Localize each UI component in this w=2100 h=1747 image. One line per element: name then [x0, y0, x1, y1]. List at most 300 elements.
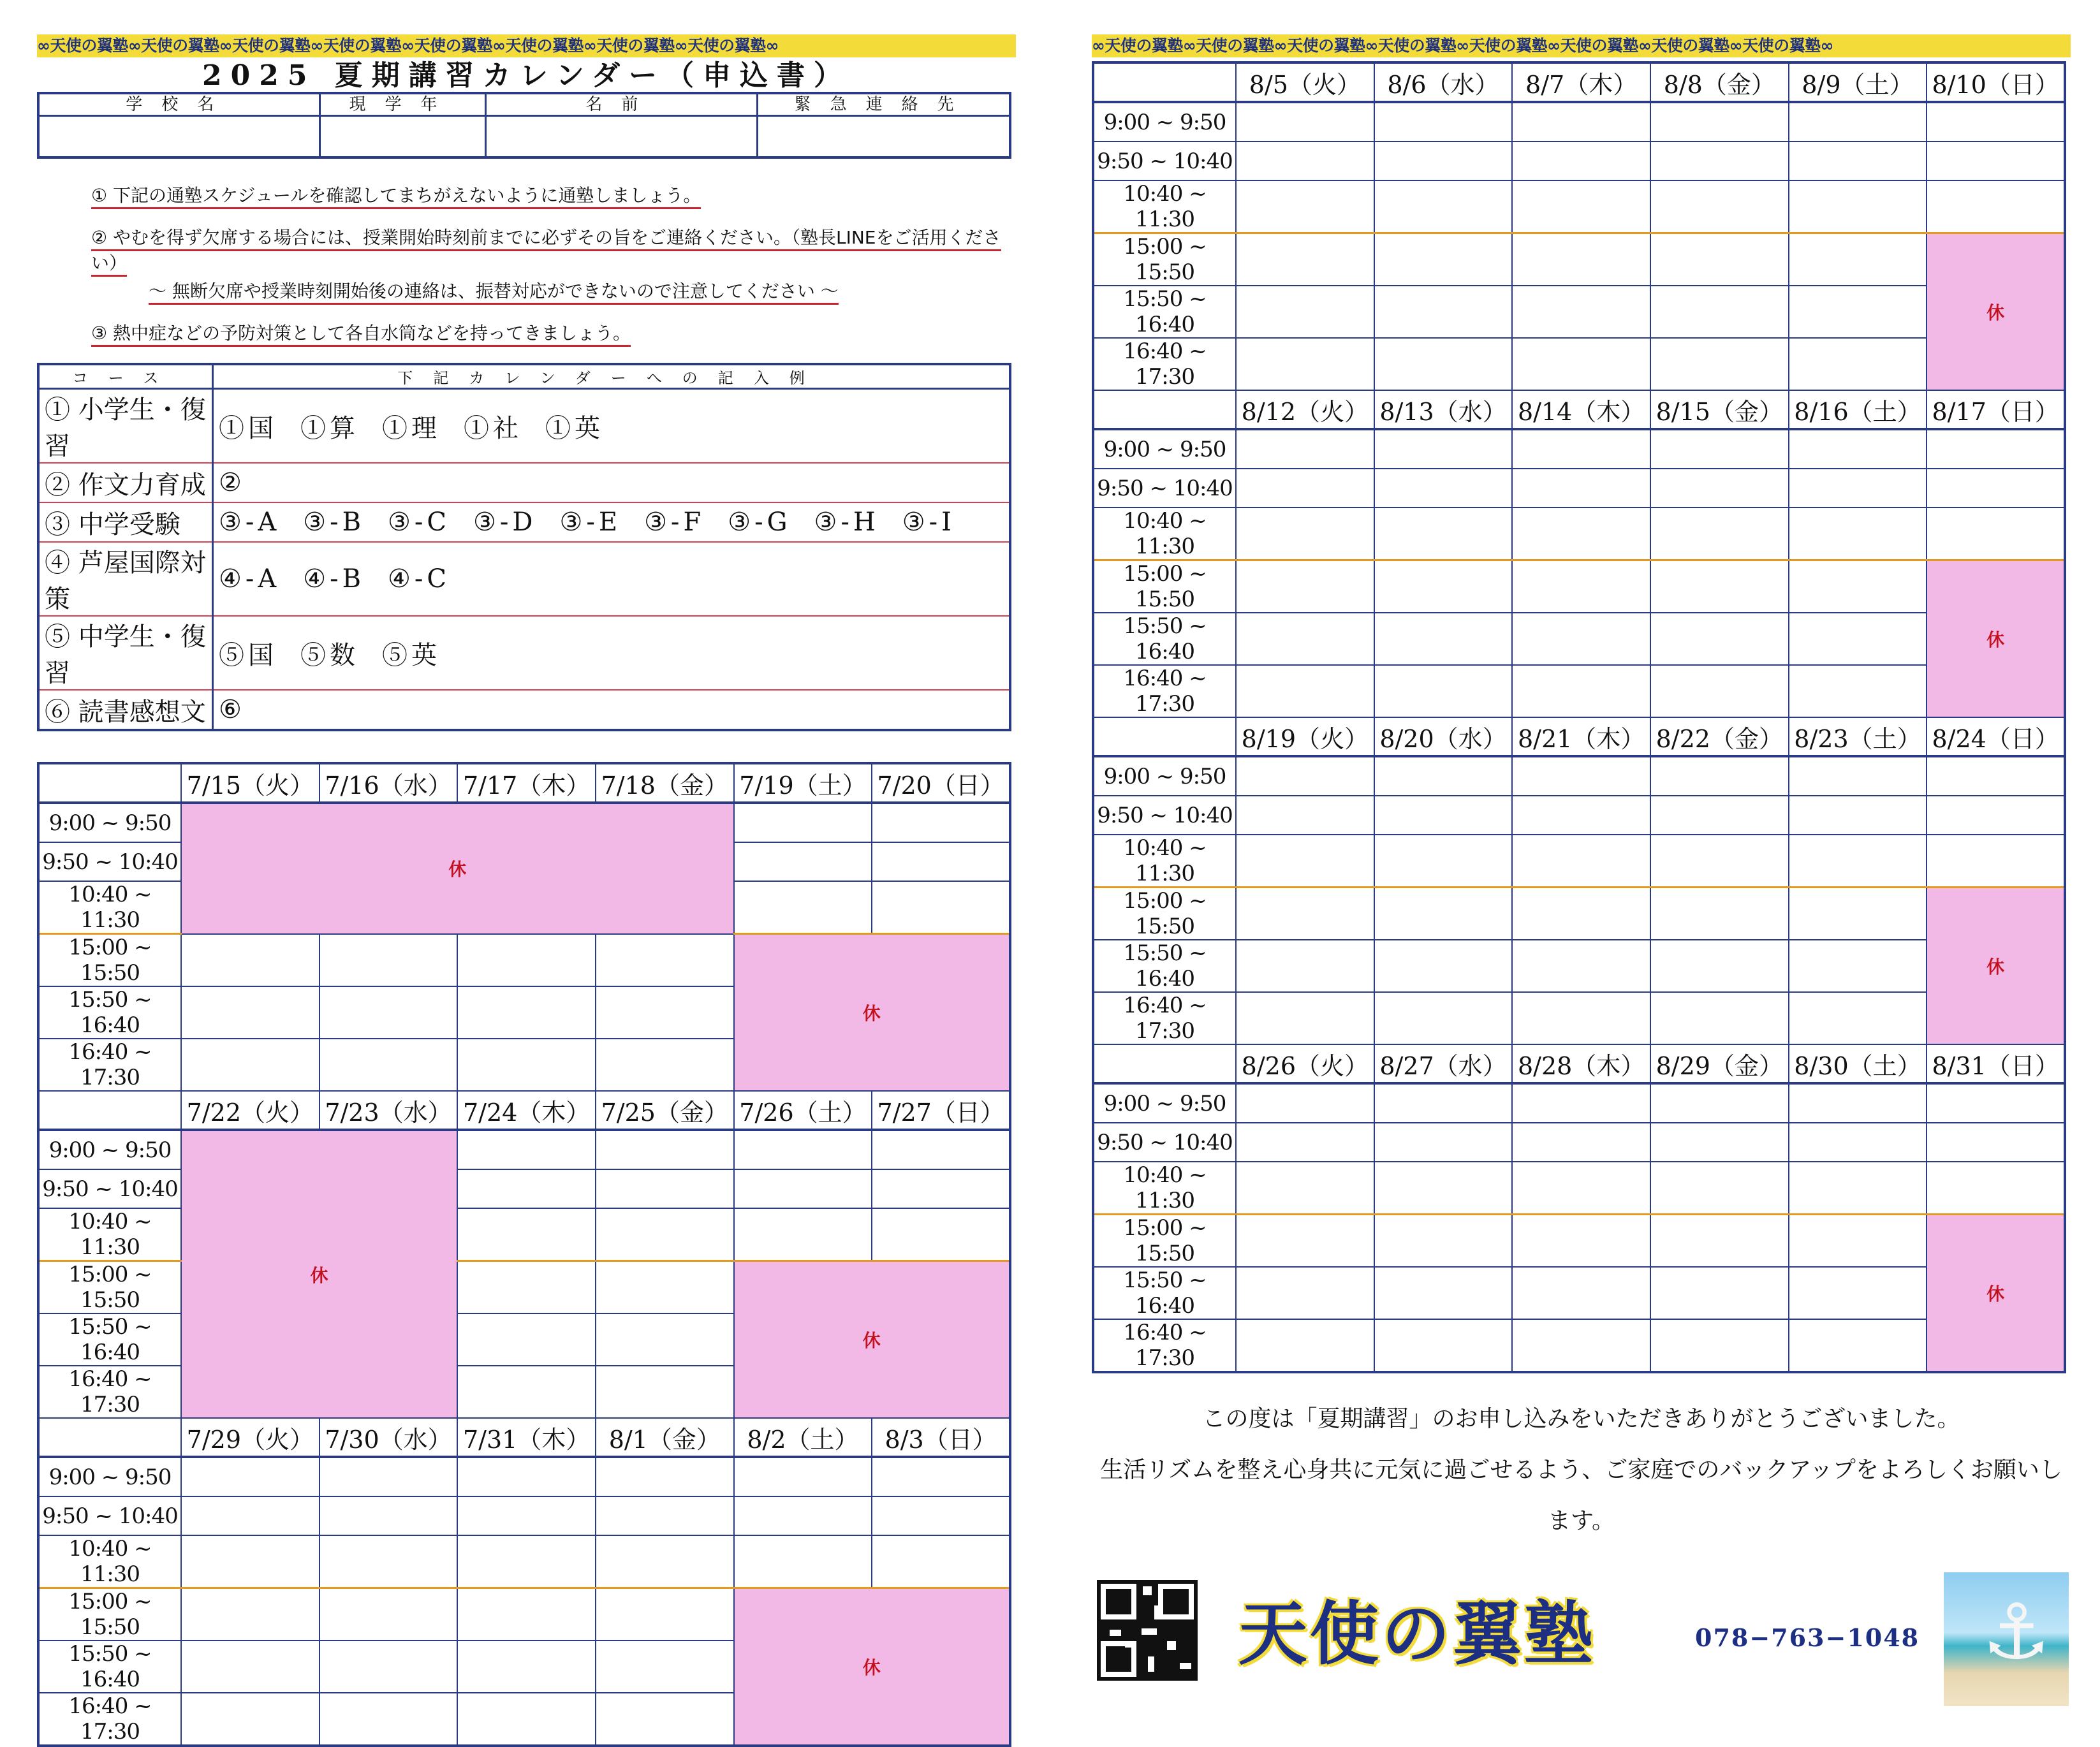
time-label: 9:50 ~ 10:40 [1093, 796, 1236, 835]
schedule-cell[interactable] [1374, 560, 1513, 613]
schedule-cell[interactable] [734, 803, 872, 842]
week-date-row [1093, 390, 2065, 429]
schedule-cell[interactable] [1789, 233, 1927, 286]
course-example: ③-C [388, 508, 451, 537]
schedule-cell[interactable] [1512, 1083, 1650, 1123]
schedule-cell[interactable] [1374, 756, 1513, 796]
time-label: 10:40 ~ 11:30 [38, 1208, 181, 1261]
time-label: 15:00 ~ 15:50 [1093, 888, 1236, 940]
schedule-cell[interactable] [1927, 142, 2065, 180]
schedule-cell[interactable] [1789, 1162, 1927, 1215]
time-label: 9:50 ~ 10:40 [38, 1496, 181, 1535]
schedule-cell[interactable] [1789, 940, 1927, 992]
schedule-cell[interactable] [1927, 796, 2065, 835]
date-header: 8/14（木） [1512, 390, 1650, 429]
schedule-cell[interactable] [1374, 1123, 1513, 1162]
schedule-cell[interactable] [1512, 992, 1650, 1044]
page-title: 2025 夏期講習カレンダー（申込書） [202, 59, 851, 92]
schedule-cell[interactable] [457, 1641, 596, 1693]
time-slot-row [1093, 508, 2065, 560]
schedule-cell[interactable] [1789, 560, 1927, 613]
schedule-cell[interactable] [1236, 508, 1374, 560]
schedule-cell[interactable] [1650, 142, 1789, 180]
schedule-cell[interactable] [1512, 665, 1650, 717]
closed-block: 休 [1927, 888, 2065, 1045]
schedule-cell[interactable] [1512, 613, 1650, 665]
corner-cell [1093, 62, 1236, 102]
course-example: ⑤国 [219, 640, 277, 670]
schedule-cell[interactable] [457, 1457, 596, 1496]
course-example: ③-F [644, 508, 705, 537]
course-example: ④-B [303, 564, 365, 594]
schedule-cell[interactable] [1650, 469, 1789, 508]
schedule-cell[interactable] [1374, 429, 1513, 469]
schedule-cell[interactable] [1789, 469, 1927, 508]
date-header: 8/17（日） [1927, 390, 2065, 429]
schedule-cell[interactable] [1374, 888, 1513, 940]
right-page [1092, 0, 2071, 1687]
schedule-cell[interactable] [181, 1588, 319, 1641]
schedule-cell[interactable] [319, 1039, 458, 1091]
time-slot-row [1093, 142, 2065, 180]
schedule-cell[interactable] [1512, 940, 1650, 992]
schedule-cell[interactable] [1374, 233, 1513, 286]
schedule-cell[interactable] [1512, 508, 1650, 560]
schedule-cell[interactable] [1374, 1215, 1513, 1268]
course-example: ③-B [303, 508, 365, 537]
schedule-cell[interactable] [1236, 665, 1374, 717]
time-label: 15:00 ~ 15:50 [38, 1261, 181, 1314]
schedule-cell[interactable] [1374, 180, 1513, 233]
time-slot-row [38, 1588, 1010, 1641]
time-slot-row [1093, 180, 2065, 233]
schedule-cell[interactable] [457, 1496, 596, 1535]
schedule-cell[interactable] [596, 1313, 734, 1366]
date-header: 7/29（火） [181, 1418, 319, 1457]
schedule-cell[interactable] [1236, 1319, 1374, 1372]
schedule-cell[interactable] [1236, 992, 1374, 1044]
schedule-cell[interactable] [1789, 1123, 1927, 1162]
schedule-cell[interactable] [1650, 102, 1789, 142]
schedule-cell[interactable] [1374, 1162, 1513, 1215]
left-page [37, 0, 1016, 1747]
date-header: 8/8（金） [1650, 62, 1789, 102]
schedule-cell[interactable] [596, 934, 734, 987]
schedule-cell[interactable] [1374, 992, 1513, 1044]
grade-field[interactable] [320, 116, 485, 158]
schedule-cell[interactable] [181, 1039, 319, 1091]
schedule-cell[interactable] [734, 1496, 872, 1535]
schedule-cell[interactable] [457, 986, 596, 1039]
corner-cell [38, 1091, 181, 1130]
schedule-cell[interactable] [1512, 835, 1650, 888]
schedule-cell[interactable] [872, 1496, 1010, 1535]
schedule-cell[interactable] [1650, 756, 1789, 796]
student-info-table [37, 92, 1011, 159]
date-header: 8/13（水） [1374, 390, 1513, 429]
schedule-cell[interactable] [1789, 1319, 1927, 1372]
header-emergency-contact: 緊急連絡先 [758, 93, 1010, 116]
schedule-cell[interactable] [1512, 338, 1650, 390]
time-slot-row [1093, 613, 2065, 665]
schedule-cell[interactable] [1236, 1267, 1374, 1319]
schedule-cell[interactable] [181, 1535, 319, 1588]
time-label: 9:50 ~ 10:40 [38, 1169, 181, 1208]
schedule-cell[interactable] [1374, 338, 1513, 390]
time-slot-row [1093, 1123, 2065, 1162]
schedule-cell[interactable] [596, 1039, 734, 1091]
schedule-cell[interactable] [319, 1588, 458, 1641]
schedule-cell[interactable] [1650, 992, 1789, 1044]
schedule-cell[interactable] [457, 1208, 596, 1261]
schedule-cell[interactable] [1512, 1215, 1650, 1268]
time-label: 15:50 ~ 16:40 [1093, 286, 1236, 338]
schedule-cell[interactable] [1236, 180, 1374, 233]
schedule-cell[interactable] [596, 1693, 734, 1746]
time-label: 15:50 ~ 16:40 [38, 1313, 181, 1366]
schedule-cell[interactable] [1374, 286, 1513, 338]
course-examples [213, 463, 1011, 502]
schedule-cell[interactable] [1374, 940, 1513, 992]
schedule-cell[interactable] [1650, 1319, 1789, 1372]
schedule-cell[interactable] [1927, 180, 2065, 233]
schedule-cell[interactable] [872, 1130, 1010, 1169]
course-example: ⑤数 [300, 640, 359, 670]
schedule-cell[interactable] [1512, 102, 1650, 142]
schedule-cell[interactable] [596, 1535, 734, 1588]
schedule-cell[interactable] [1512, 469, 1650, 508]
schedule-cell[interactable] [181, 986, 319, 1039]
schedule-cell[interactable] [1374, 1319, 1513, 1372]
schedule-cell[interactable] [1650, 888, 1789, 940]
date-header: 8/12（火） [1236, 390, 1374, 429]
date-header: 8/27（水） [1374, 1044, 1513, 1083]
date-header: 8/30（土） [1789, 1044, 1927, 1083]
schedule-cell[interactable] [1236, 338, 1374, 390]
course-name: ② 作文力育成 [38, 463, 213, 502]
schedule-cell[interactable] [1927, 429, 2065, 469]
schedule-cell[interactable] [1236, 429, 1374, 469]
schedule-cell[interactable] [319, 1693, 458, 1746]
schedule-cell[interactable] [1512, 1267, 1650, 1319]
schedule-cell[interactable] [872, 1457, 1010, 1496]
schedule-cell[interactable] [596, 1496, 734, 1535]
schedule-cell[interactable] [1236, 756, 1374, 796]
schedule-cell[interactable] [872, 881, 1010, 934]
schedule-cell[interactable] [596, 986, 734, 1039]
schedule-cell[interactable] [457, 1366, 596, 1418]
schedule-cell[interactable] [1789, 1083, 1927, 1123]
course-example: ①理 [382, 413, 441, 443]
schedule-cell[interactable] [1512, 142, 1650, 180]
time-label: 9:00 ~ 9:50 [38, 1457, 181, 1496]
course-example: ③-A [219, 508, 281, 537]
date-header: 8/15（金） [1650, 390, 1789, 429]
schedule-cell[interactable] [457, 934, 596, 987]
schedule-cell[interactable] [457, 1169, 596, 1208]
schedule-cell[interactable] [1512, 1319, 1650, 1372]
schedule-cell[interactable] [1236, 102, 1374, 142]
schedule-cell[interactable] [457, 1039, 596, 1091]
schedule-cell[interactable] [1789, 796, 1927, 835]
emergency-contact-field[interactable] [758, 116, 1010, 158]
schedule-cell[interactable] [1650, 796, 1789, 835]
closed-block: 休 [1927, 233, 2065, 391]
schedule-cell[interactable] [1789, 665, 1927, 717]
top-banner: ∞天使の翼塾∞天使の翼塾∞天使の翼塾∞天使の翼塾∞天使の翼塾∞天使の翼塾∞天使の翼塾∞天使の翼塾∞ [37, 34, 1016, 57]
course-name: ⑥ 読書感想文 [38, 690, 213, 730]
schedule-cell[interactable] [872, 842, 1010, 881]
schedule-cell[interactable] [1236, 835, 1374, 888]
note-2: ② やむを得ず欠席する場合には、授業開始時刻前までに必ずその旨をご連絡ください。（塾長LINEをご活用ください） [91, 225, 1016, 276]
corner-cell [1093, 717, 1236, 756]
schedule-cell[interactable] [596, 1457, 734, 1496]
schedule-cell[interactable] [319, 1535, 458, 1588]
schedule-cell[interactable] [1650, 338, 1789, 390]
schedule-cell[interactable] [1236, 613, 1374, 665]
schedule-cell[interactable] [1927, 469, 2065, 508]
schedule-cell[interactable] [1650, 1215, 1789, 1268]
schedule-cell[interactable] [734, 881, 872, 934]
schedule-cell[interactable] [1650, 1083, 1789, 1123]
date-header: 7/17（木） [457, 763, 596, 803]
schedule-cell[interactable] [1650, 233, 1789, 286]
schedule-cell[interactable] [1789, 1215, 1927, 1268]
schedule-cell[interactable] [1650, 1123, 1789, 1162]
schedule-cell[interactable] [1512, 429, 1650, 469]
example-header: 下記カレンダーへの記入例 [213, 364, 1011, 389]
time-slot-row [1093, 1215, 2065, 1268]
date-header: 7/30（水） [319, 1418, 458, 1457]
schedule-cell[interactable] [1789, 180, 1927, 233]
schedule-cell[interactable] [596, 1261, 734, 1314]
schedule-cell[interactable] [1789, 888, 1927, 940]
time-label: 15:50 ~ 16:40 [38, 1641, 181, 1693]
qr-code-icon[interactable] [1097, 1580, 1198, 1681]
time-label: 10:40 ~ 11:30 [1093, 835, 1236, 888]
schedule-cell[interactable] [1789, 613, 1927, 665]
schedule-cell[interactable] [1650, 286, 1789, 338]
schedule-cell[interactable] [1650, 560, 1789, 613]
schedule-cell[interactable] [1650, 1162, 1789, 1215]
date-header: 8/6（水） [1374, 62, 1513, 102]
schedule-cell[interactable] [457, 1535, 596, 1588]
schedule-cell[interactable] [1512, 796, 1650, 835]
schedule-cell[interactable] [596, 1169, 734, 1208]
time-label: 9:50 ~ 10:40 [1093, 469, 1236, 508]
schedule-cell[interactable] [1236, 1123, 1374, 1162]
schedule-cell[interactable] [1374, 469, 1513, 508]
schedule-cell[interactable] [872, 1169, 1010, 1208]
calendar-august [1092, 61, 2066, 1373]
schedule-cell[interactable] [1236, 888, 1374, 940]
schedule-cell[interactable] [1374, 613, 1513, 665]
schedule-cell[interactable] [457, 1588, 596, 1641]
schedule-cell[interactable] [1236, 560, 1374, 613]
schedule-cell[interactable] [734, 1457, 872, 1496]
schedule-cell[interactable] [1650, 835, 1789, 888]
schedule-cell[interactable] [1236, 142, 1374, 180]
schedule-cell[interactable] [1374, 102, 1513, 142]
schedule-cell[interactable] [181, 1457, 319, 1496]
name-field[interactable] [485, 116, 758, 158]
schedule-cell[interactable] [872, 803, 1010, 842]
schedule-cell[interactable] [1789, 338, 1927, 390]
schedule-cell[interactable] [319, 986, 458, 1039]
schedule-cell[interactable] [319, 1641, 458, 1693]
schedule-cell[interactable] [1236, 1215, 1374, 1268]
schedule-cell[interactable] [1512, 233, 1650, 286]
schedule-cell[interactable] [1927, 1083, 2065, 1123]
schedule-cell[interactable] [1789, 142, 1927, 180]
time-slot-row [1093, 1162, 2065, 1215]
schedule-cell[interactable] [457, 1261, 596, 1314]
schedule-cell[interactable] [1927, 1123, 2065, 1162]
schedule-cell[interactable] [734, 1208, 872, 1261]
schedule-cell[interactable] [596, 1130, 734, 1169]
schedule-cell[interactable] [1374, 142, 1513, 180]
time-label: 10:40 ~ 11:30 [1093, 508, 1236, 560]
school-field[interactable] [38, 116, 320, 158]
header-grade: 現学年 [320, 93, 485, 116]
schedule-cell[interactable] [1236, 1162, 1374, 1215]
schedule-cell[interactable] [1512, 560, 1650, 613]
schedule-cell[interactable] [1512, 286, 1650, 338]
schedule-cell[interactable] [1236, 469, 1374, 508]
week-date-row [38, 763, 1010, 803]
note-2-warning: ～ 無断欠席や授業時刻開始後の連絡は、振替対応ができないので注意してください ～ [149, 279, 1016, 304]
schedule-cell[interactable] [1374, 1083, 1513, 1123]
time-slot-row [1093, 1083, 2065, 1123]
schedule-cell[interactable] [1512, 1123, 1650, 1162]
schedule-cell[interactable] [319, 1457, 458, 1496]
schedule-cell[interactable] [1236, 796, 1374, 835]
schedule-cell[interactable] [1650, 180, 1789, 233]
schedule-cell[interactable] [596, 1588, 734, 1641]
course-example: ①算 [300, 413, 359, 443]
schedule-cell[interactable] [872, 1535, 1010, 1588]
schedule-cell[interactable] [1236, 1083, 1374, 1123]
schedule-cell[interactable] [734, 842, 872, 881]
schedule-cell[interactable] [1512, 1162, 1650, 1215]
schedule-cell[interactable] [734, 1535, 872, 1588]
schedule-cell[interactable] [1650, 613, 1789, 665]
date-header: 7/24（木） [457, 1091, 596, 1130]
closed-block: 休 [1927, 560, 2065, 718]
course-example: ③-E [559, 508, 622, 537]
time-label: 15:00 ~ 15:50 [1093, 560, 1236, 613]
schedule-cell[interactable] [1927, 835, 2065, 888]
closed-block: 休 [734, 1261, 1010, 1419]
schedule-cell[interactable] [1789, 992, 1927, 1044]
date-header: 7/31（木） [457, 1418, 596, 1457]
schedule-cell[interactable] [1789, 286, 1927, 338]
schedule-cell[interactable] [1789, 835, 1927, 888]
schedule-cell[interactable] [1789, 102, 1927, 142]
schedule-cell[interactable] [1927, 102, 2065, 142]
schedule-cell[interactable] [596, 1641, 734, 1693]
course-name: ③ 中学受験 [38, 502, 213, 542]
schedule-cell[interactable] [1650, 940, 1789, 992]
date-header: 8/2（土） [734, 1418, 872, 1457]
schedule-cell[interactable] [872, 1208, 1010, 1261]
schedule-cell[interactable] [181, 934, 319, 987]
date-header: 8/29（金） [1650, 1044, 1789, 1083]
schedule-cell[interactable] [1236, 233, 1374, 286]
course-row [38, 616, 1010, 690]
schedule-cell[interactable] [1374, 835, 1513, 888]
schedule-cell[interactable] [319, 934, 458, 987]
schedule-cell[interactable] [1374, 796, 1513, 835]
course-name: ④ 芦屋国際対策 [38, 542, 213, 616]
schedule-cell[interactable] [1789, 429, 1927, 469]
course-row [38, 690, 1010, 730]
course-example: ② [219, 468, 246, 497]
schedule-cell[interactable] [1236, 940, 1374, 992]
course-example: ⑥ [219, 695, 246, 724]
schedule-cell[interactable] [181, 1641, 319, 1693]
time-slot-row [1093, 286, 2065, 338]
course-example: ①国 [219, 413, 277, 443]
schedule-cell[interactable] [1512, 888, 1650, 940]
phone-number[interactable]: 078−763−1048 [1695, 1623, 1920, 1652]
schedule-cell[interactable] [1789, 756, 1927, 796]
schedule-cell[interactable] [319, 1496, 458, 1535]
schedule-cell[interactable] [1650, 508, 1789, 560]
time-slot-row [38, 1457, 1010, 1496]
corner-cell [1093, 1044, 1236, 1083]
schedule-cell[interactable] [1927, 508, 2065, 560]
schedule-cell[interactable] [1927, 756, 2065, 796]
schedule-cell[interactable] [457, 1130, 596, 1169]
schedule-cell[interactable] [1650, 665, 1789, 717]
course-example: ③-H [814, 508, 879, 537]
schedule-cell[interactable] [1650, 429, 1789, 469]
schedule-cell[interactable] [1374, 665, 1513, 717]
time-label: 15:00 ~ 15:50 [38, 1588, 181, 1641]
schedule-cell[interactable] [1236, 286, 1374, 338]
schedule-cell[interactable] [1512, 756, 1650, 796]
date-header: 8/22（金） [1650, 717, 1789, 756]
course-example: ④-A [219, 564, 281, 594]
time-slot-row [1093, 665, 2065, 717]
closing-line-2: 生活リズムを整え心身共に元気に過ごせるよう、ご家庭でのバックアップをよろしくお願いします。 [1100, 1457, 2062, 1534]
schedule-cell[interactable] [1789, 1267, 1927, 1319]
schedule-cell[interactable] [734, 1169, 872, 1208]
schedule-cell[interactable] [1374, 508, 1513, 560]
schedule-cell[interactable] [734, 1130, 872, 1169]
schedule-cell[interactable] [1374, 1267, 1513, 1319]
time-label: 9:50 ~ 10:40 [38, 842, 181, 881]
week-date-row [38, 1091, 1010, 1130]
schedule-cell[interactable] [1512, 180, 1650, 233]
schedule-cell[interactable] [457, 1313, 596, 1366]
schedule-cell[interactable] [1789, 508, 1927, 560]
schedule-cell[interactable] [1650, 1267, 1789, 1319]
time-slot-row [1093, 1319, 2065, 1372]
schedule-cell[interactable] [596, 1366, 734, 1418]
course-row [38, 542, 1010, 616]
schedule-cell[interactable] [1927, 1162, 2065, 1215]
schedule-cell[interactable] [181, 1693, 319, 1746]
time-label: 16:40 ~ 17:30 [38, 1039, 181, 1091]
schedule-cell[interactable] [457, 1693, 596, 1746]
footer [1092, 1572, 2071, 1687]
schedule-cell[interactable] [596, 1208, 734, 1261]
schedule-cell[interactable] [181, 1496, 319, 1535]
time-slot-row [1093, 888, 2065, 940]
time-slot-row [1093, 102, 2065, 142]
